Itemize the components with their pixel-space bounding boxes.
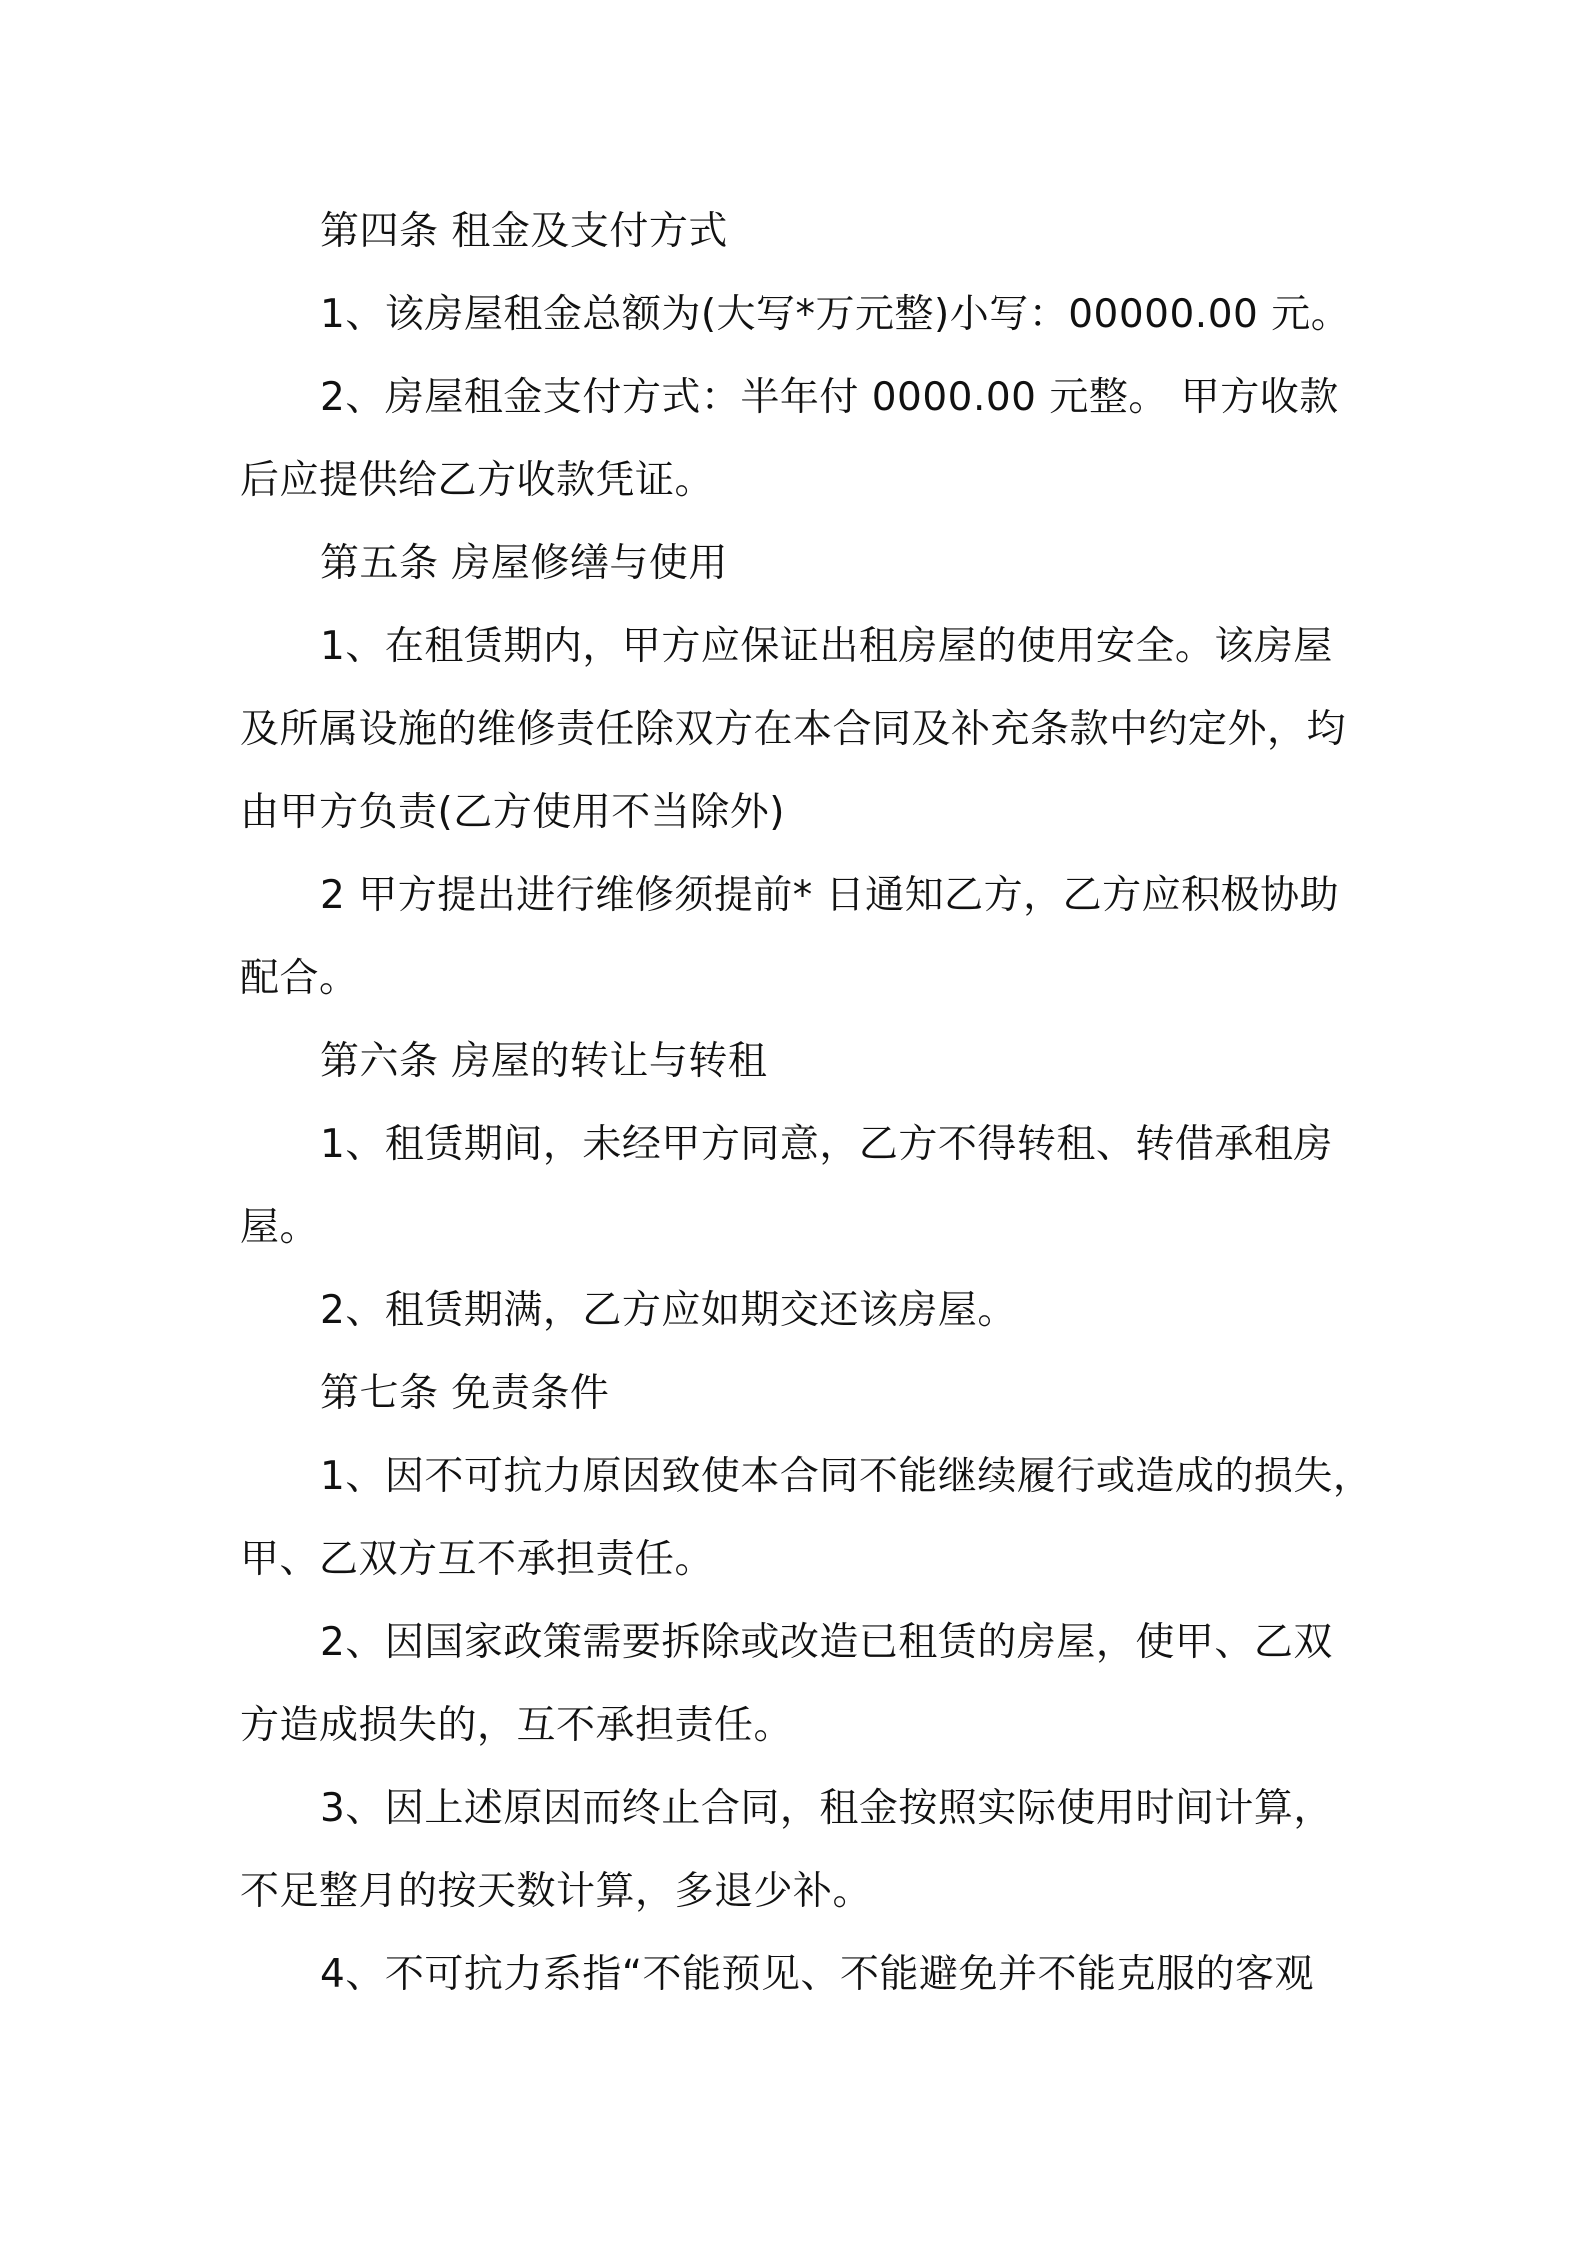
- article-4-clause-2: 2、房屋租金支付方式：半年付 0000.00 元整。 甲方收款: [320, 375, 1339, 420]
- article-6-clause-1-cont: 屋。: [240, 1205, 320, 1250]
- article-5-heading: 第五条 房屋修缮与使用: [320, 541, 728, 586]
- contract-text: [240, 190, 1373, 2016]
- article-7-clause-1: 1、因不可抗力原因致使本合同不能继续履行或造成的损失，: [320, 1454, 1373, 1499]
- article-5-clause-1-cont-2: 由甲方负责(乙方使用不当除外): [240, 790, 785, 835]
- article-7-clause-2-cont: 方造成损失的，互不承担责任。: [240, 1703, 794, 1748]
- article-6-clause-1: 1、租赁期间，未经甲方同意，乙方不得转租、转借承租房: [320, 1122, 1333, 1167]
- article-5-clause-2: 2 甲方提出进行维修须提前* 日通知乙方，乙方应积极协助: [320, 873, 1340, 918]
- article-7-clause-3: 3、因上述原因而终止合同，租金按照实际使用时间计算，: [320, 1786, 1333, 1831]
- article-4-clause-2-cont: 后应提供给乙方收款凭证。: [240, 458, 715, 503]
- article-4-heading: 第四条 租金及支付方式: [320, 209, 728, 254]
- article-5-clause-1: 1、在租赁期内，甲方应保证出租房屋的使用安全。该房屋: [320, 624, 1333, 669]
- article-7-clause-2: 2、因国家政策需要拆除或改造已租赁的房屋，使甲、乙双: [320, 1620, 1333, 1665]
- article-7-clause-1-cont: 甲、乙双方互不承担责任。: [240, 1537, 715, 1582]
- article-6-clause-2: 2、租赁期满，乙方应如期交还该房屋。: [320, 1288, 1017, 1333]
- article-5-clause-1-cont-1: 及所属设施的维修责任除双方在本合同及补充条款中约定外，均: [240, 707, 1347, 752]
- article-5-clause-2-cont: 配合。: [240, 956, 359, 1001]
- article-7-clause-4: 4、不可抗力系指“不能预见、不能避免并不能克服的客观: [320, 1952, 1315, 1997]
- article-7-clause-3-cont: 不足整月的按天数计算，多退少补。: [240, 1869, 873, 1914]
- article-6-heading: 第六条 房屋的转让与转租: [320, 1039, 768, 1084]
- article-7-heading: 第七条 免责条件: [320, 1371, 610, 1416]
- article-4-clause-1: 1、该房屋租金总额为(大写*万元整)小写：00000.00 元。: [320, 292, 1351, 337]
